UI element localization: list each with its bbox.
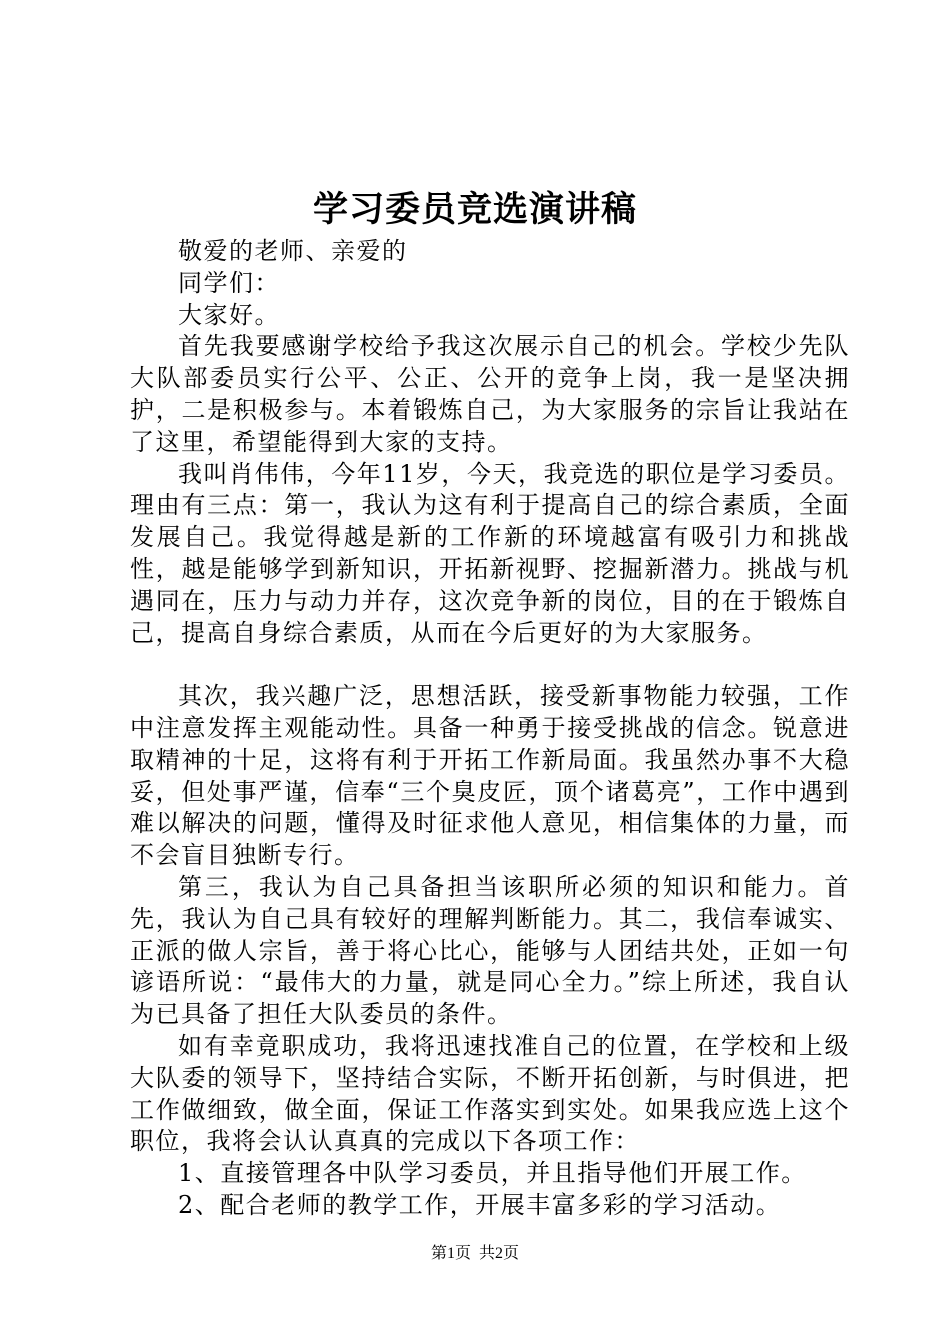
- document-body: [130, 236, 850, 1222]
- paragraph-plan: 如有幸竟职成功，我将迅速找准自己的位置，在学校和上级大队委的领导下，坚持结合实际，不断开拓创新，与时俱进，把工作做细致，做全面，保证工作落实到实处。如果我应选上这个职位，我将会认认真真的完成以下各项工作：: [130, 1031, 850, 1156]
- greeting-line-2: 同学们：: [178, 268, 280, 297]
- paragraph-intro: 首先我要感谢学校给予我这次展示自己的机会。学校少先队大队部委员实行公平、公正、公开的竞争上岗，我一是坚决拥护，二是积极参与。本着锻炼自己，为大家服务的宗旨让我站在了这里，希望能得到大家的支持。: [130, 332, 850, 456]
- paragraph-reason-third: 第三，我认为自己具备担当该职所必须的知识和能力。首先，我认为自己具有较好的理解判断能力。其二，我信奉诚实、正派的做人宗旨，善于将心比心，能够与人团结共处，正如一句谚语所说：“最伟大的力量，就是同心全力。”综上所述，我自认为已具备了担任大队委员的条件。: [130, 872, 850, 1029]
- greeting-line-3: 大家好。: [178, 300, 280, 329]
- page-footer: [0, 1243, 950, 1265]
- page-number: 第1页 共2页: [430, 1245, 519, 1262]
- list-item-1: 1、直接管理各中队学习委员，并且指导他们开展工作。: [178, 1159, 807, 1188]
- paragraph-reason-first: 我叫肖伟伟，今年11岁，今天，我竞选的职位是学习委员。理由有三点：第一，我认为这有利于提高自己的综合素质，全面发展自己。我觉得越是新的工作新的环境越富有吸引力和挑战性，越是能够学到新知识，开拓新视野、挖掘新潜力。挑战与机遇同在，压力与动力并存，这次竞争新的岗位，目的在于锻炼自己，提高自身综合素质，从而在今后更好的为大家服务。: [130, 459, 850, 647]
- list-item-2: 2、配合老师的教学工作，开展丰富多彩的学习活动。: [178, 1190, 782, 1219]
- greeting-line-1: 敬爱的老师、亲爱的: [178, 237, 408, 265]
- document-title: 学习委员竞选演讲稿: [312, 189, 637, 230]
- paragraph-reason-second: 其次，我兴趣广泛，思想活跃，接受新事物能力较强，工作中注意发挥主观能动性。具备一种勇于接受挑战的信念。锐意进取精神的十足，这将有利于开拓工作新局面。我虽然办事不大稳妥，但处事严谨，信奉“三个臭皮匠，顶个诸葛亮”，工作中遇到难以解决的问题，懂得及时征求他人意见，相信集体的力量，而不会盲目独断专行。: [130, 682, 850, 870]
